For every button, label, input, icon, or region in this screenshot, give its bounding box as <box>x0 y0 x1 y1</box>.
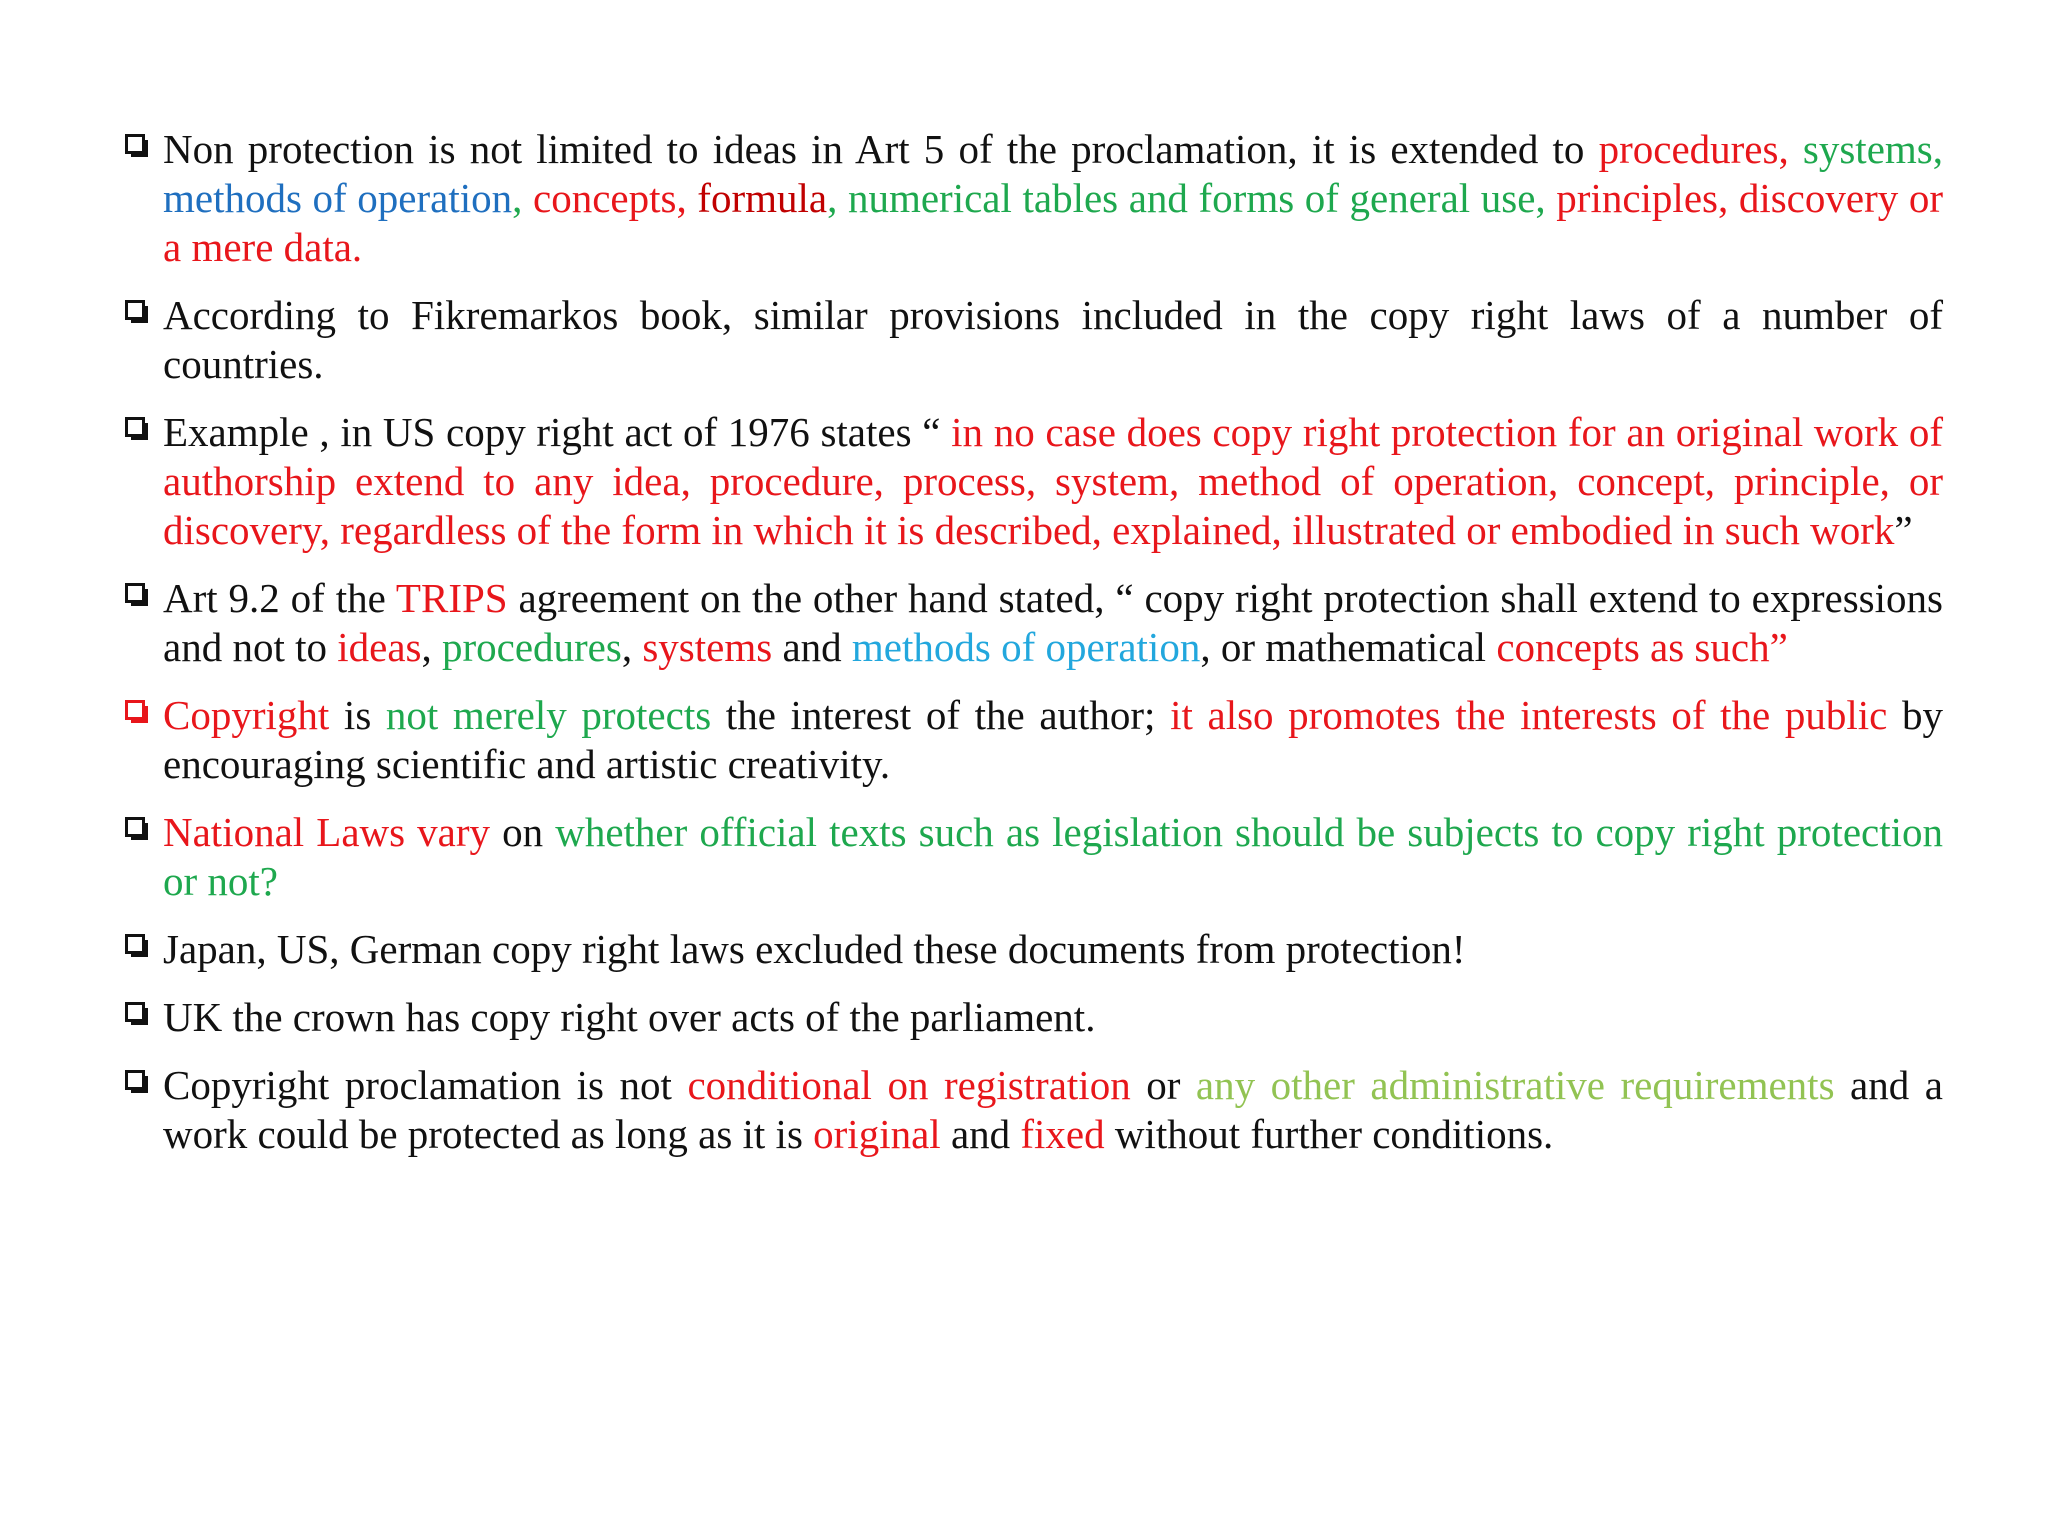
text-segment: methods of operation <box>163 175 513 221</box>
text-segment: methods of operation <box>851 624 1201 670</box>
checkbox-square-icon <box>125 417 150 442</box>
text-segment: ” <box>1894 507 1913 553</box>
text-segment: fixed <box>1020 1111 1105 1157</box>
text-segment: principles, discovery or a mere data. <box>163 175 1943 270</box>
text-segment: and a work could be protected as long as it is <box>163 1062 1943 1157</box>
text-segment: According to Fikremarkos book, similar provisions included in the copy right laws of a number of countries. <box>163 292 1943 387</box>
text-segment: the interest of the author; <box>711 692 1171 738</box>
bullet-item <box>125 925 1943 974</box>
text-segment: National Laws vary <box>163 809 491 855</box>
text-segment: whether official texts such as legislation should be subjects to copy right protection or not? <box>163 809 1943 904</box>
text-segment: procedures <box>441 624 622 670</box>
text-segment: Japan, US, German copy right laws excluded these documents from protection! <box>163 926 1466 972</box>
text-segment: Copyright proclamation is not <box>163 1062 688 1108</box>
text-segment: without further conditions. <box>1104 1111 1554 1157</box>
bullet-item <box>125 574 1943 672</box>
text-segment: systems <box>642 624 773 670</box>
text-segment: or <box>1130 1062 1196 1108</box>
checkbox-square-icon <box>125 300 150 325</box>
text-segment: is <box>329 692 386 738</box>
text-segment: any other administrative requirements <box>1195 1062 1835 1108</box>
text-segment: on <box>490 809 556 855</box>
text-segment: and <box>940 1111 1021 1157</box>
text-segment: formula <box>697 175 828 221</box>
text-segment: agreement on the other hand stated, “ copy right protection shall extend to expressions and not to <box>163 575 1943 670</box>
checkbox-square-icon <box>125 817 150 842</box>
bullet-item <box>125 808 1943 906</box>
text-segment: conditional on registration <box>687 1062 1131 1108</box>
text-segment: not merely protects <box>385 692 712 738</box>
checkbox-square-icon <box>125 934 150 959</box>
bullet-item <box>125 408 1943 555</box>
bullet-item <box>125 691 1943 789</box>
text-segment: UK the crown has copy right over acts of the parliament. <box>163 994 1096 1040</box>
text-segment: by encouraging scientific and artistic creativity. <box>163 692 1943 787</box>
text-segment: TRIPS <box>395 575 508 621</box>
bullet-item <box>125 1061 1943 1159</box>
text-segment: , or mathematical <box>1200 624 1497 670</box>
text-segment: procedures, <box>1598 126 1803 172</box>
text-segment: Copyright <box>163 692 330 738</box>
text-segment: concepts as such” <box>1496 624 1788 670</box>
slide-content <box>125 125 1943 1178</box>
checkbox-square-icon <box>125 700 150 725</box>
text-segment: , <box>621 624 643 670</box>
checkbox-square-icon <box>125 1002 150 1027</box>
text-segment: Art 9.2 of the <box>163 575 396 621</box>
bullet-item <box>125 291 1943 389</box>
text-segment: in no case does copy right protection for an original work of authorship extend to any idea, procedure, process, system, method of operation, concept, principle, or discovery, regardless of the form in which it is described, explained, illustrated or embodied in such work <box>163 409 1943 553</box>
text-segment: Example , in US copy right act of 1976 states “ <box>163 409 952 455</box>
text-segment: , <box>512 175 533 221</box>
checkbox-square-icon <box>125 583 150 608</box>
checkbox-square-icon <box>125 1070 150 1095</box>
text-segment: Non protection is not limited to ideas in Art 5 of the proclamation, it is extended to <box>163 126 1599 172</box>
text-segment: systems, <box>1802 126 1943 172</box>
checkbox-square-icon <box>125 134 150 159</box>
bullet-item <box>125 125 1943 272</box>
text-segment: and <box>772 624 852 670</box>
text-segment: , numerical tables and forms of general use, <box>827 175 1557 221</box>
text-segment: ideas <box>337 624 422 670</box>
text-segment: concepts, <box>533 175 698 221</box>
text-segment: , <box>421 624 442 670</box>
text-segment: original <box>813 1111 941 1157</box>
bullet-item <box>125 993 1943 1042</box>
text-segment: it also promotes the interests of the public <box>1170 692 1888 738</box>
